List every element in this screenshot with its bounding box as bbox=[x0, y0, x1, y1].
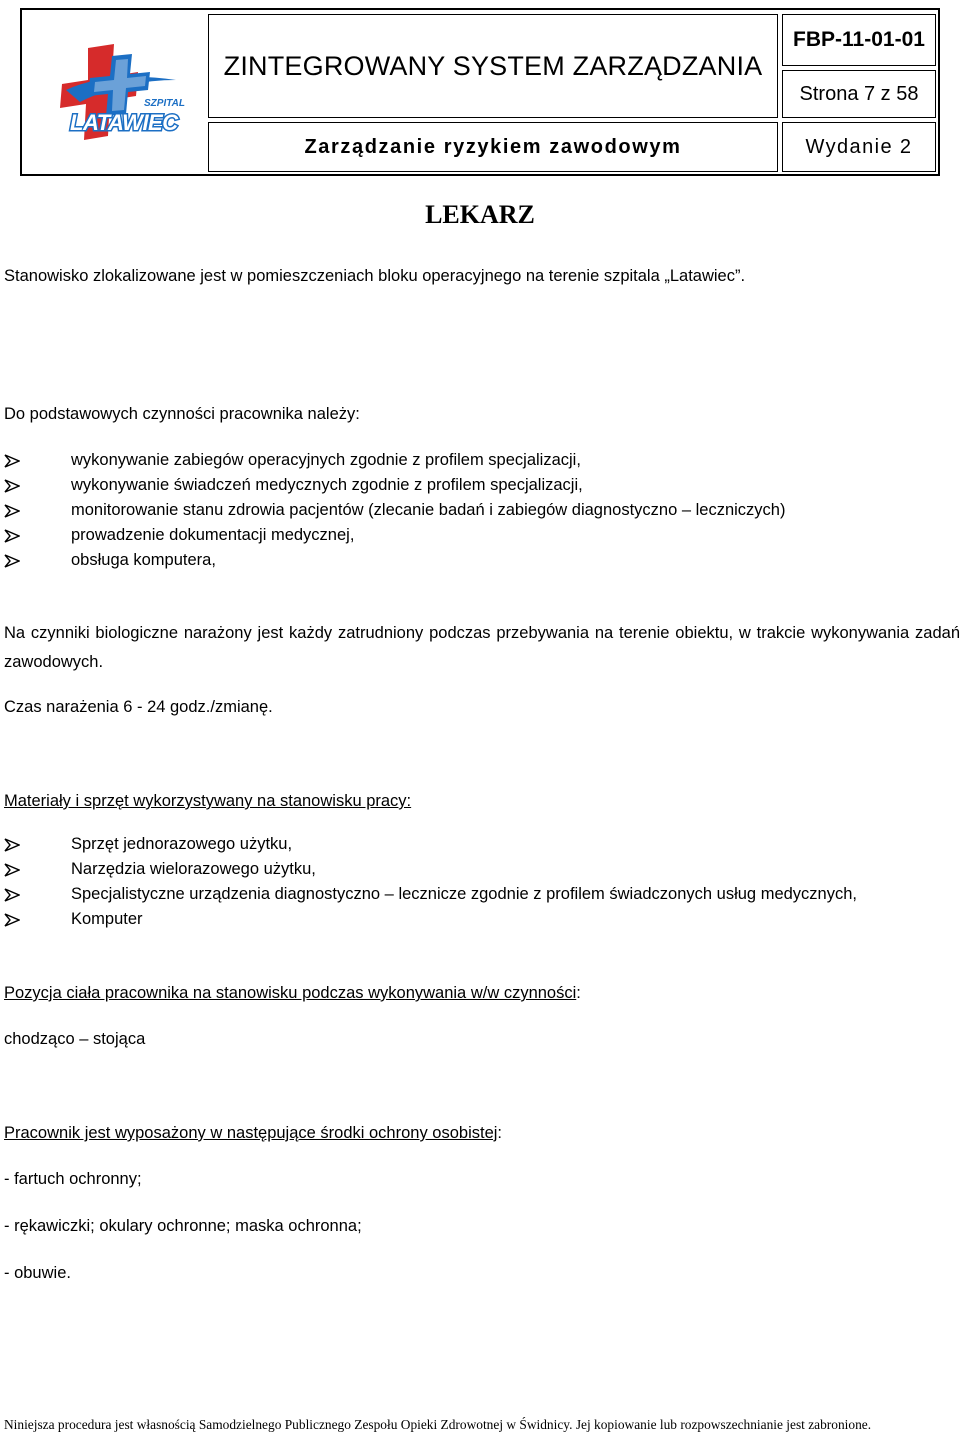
exposure-time: Czas narażenia 6 - 24 godz./zmianę. bbox=[4, 698, 273, 716]
ppe-item: - rękawiczki; okulary ochronne; maska ochronna; bbox=[4, 1217, 362, 1235]
edition-label: Wydanie 2 bbox=[782, 122, 936, 172]
list-item: Specjalistyczne urządzenia diagnostyczno – lecznicze zgodnie z profilem świadczonych usług medycznych, bbox=[4, 882, 857, 907]
location-paragraph: Stanowisko zlokalizowane jest w pomieszczeniach bloku operacyjnego na terenie szpitala „Latawiec”. bbox=[4, 267, 746, 285]
duties-list bbox=[4, 448, 785, 573]
logo-main-text: LATAWIEC bbox=[70, 110, 178, 135]
ppe-item: - fartuch ochronny; bbox=[4, 1170, 142, 1188]
footer-notice: Niniejsza procedura jest własnością Samodzielnego Publicznego Zespołu Opieki Zdrowotnej w Świdnicy. Jej kopiowanie lub rozpowszechnianie jest zabronione. bbox=[4, 1417, 872, 1432]
materials-list bbox=[4, 832, 857, 932]
arrow-bullet-icon bbox=[4, 454, 20, 468]
ppe-item: - obuwie. bbox=[4, 1264, 71, 1282]
page-title: LEKARZ bbox=[425, 200, 535, 229]
materials-heading: Materiały i sprzęt wykorzystywany na stanowisku pracy: bbox=[4, 792, 412, 810]
posture-value: chodząco – stojąca bbox=[4, 1030, 146, 1048]
arrow-bullet-icon bbox=[4, 863, 20, 877]
list-item: wykonywanie zabiegów operacyjnych zgodnie z profilem specjalizacji, bbox=[4, 448, 785, 473]
list-item: obsługa komputera, bbox=[4, 548, 785, 573]
arrow-bullet-icon bbox=[4, 554, 20, 568]
logo-top-text: SZPITAL bbox=[144, 98, 185, 109]
biological-factors-paragraph: Na czynniki biologiczne narażony jest każdy zatrudniony podczas przebywania na terenie obiektu, w trakcie wykonywania zadań zawodowych. bbox=[4, 624, 960, 671]
arrow-bullet-icon bbox=[4, 529, 20, 543]
posture-heading: Pozycja ciała pracownika na stanowisku podczas wykonywania w/w czynności: bbox=[4, 984, 581, 1002]
page-number: Strona 7 z 58 bbox=[782, 70, 936, 118]
duties-heading: Do podstawowych czynności pracownika należy: bbox=[4, 405, 360, 423]
list-item: Sprzęt jednorazowego użytku, bbox=[4, 832, 857, 857]
list-item: Narzędzia wielorazowego użytku, bbox=[4, 857, 857, 882]
document-header bbox=[20, 8, 940, 176]
arrow-bullet-icon bbox=[4, 479, 20, 493]
arrow-bullet-icon bbox=[4, 504, 20, 518]
list-item: monitorowanie stanu zdrowia pacjentów (zlecanie badań i zabiegów diagnostyczno – leczniczych) bbox=[4, 498, 785, 523]
hospital-cross-logo-icon bbox=[26, 14, 204, 172]
list-item: wykonywanie świadczeń medycznych zgodnie z profilem specjalizacji, bbox=[4, 473, 785, 498]
document-code: FBP-11-01-01 bbox=[782, 14, 936, 66]
ppe-heading: Pracownik jest wyposażony w następujące środki ochrony osobistej: bbox=[4, 1124, 503, 1142]
document-subtitle: Zarządzanie ryzykiem zawodowym bbox=[208, 122, 778, 172]
arrow-bullet-icon bbox=[4, 913, 20, 927]
list-item: Komputer bbox=[4, 907, 857, 932]
arrow-bullet-icon bbox=[4, 838, 20, 852]
arrow-bullet-icon bbox=[4, 888, 20, 902]
system-title: ZINTEGROWANY SYSTEM ZARZĄDZANIA bbox=[208, 14, 778, 118]
list-item: prowadzenie dokumentacji medycznej, bbox=[4, 523, 785, 548]
hospital-logo bbox=[26, 14, 204, 172]
